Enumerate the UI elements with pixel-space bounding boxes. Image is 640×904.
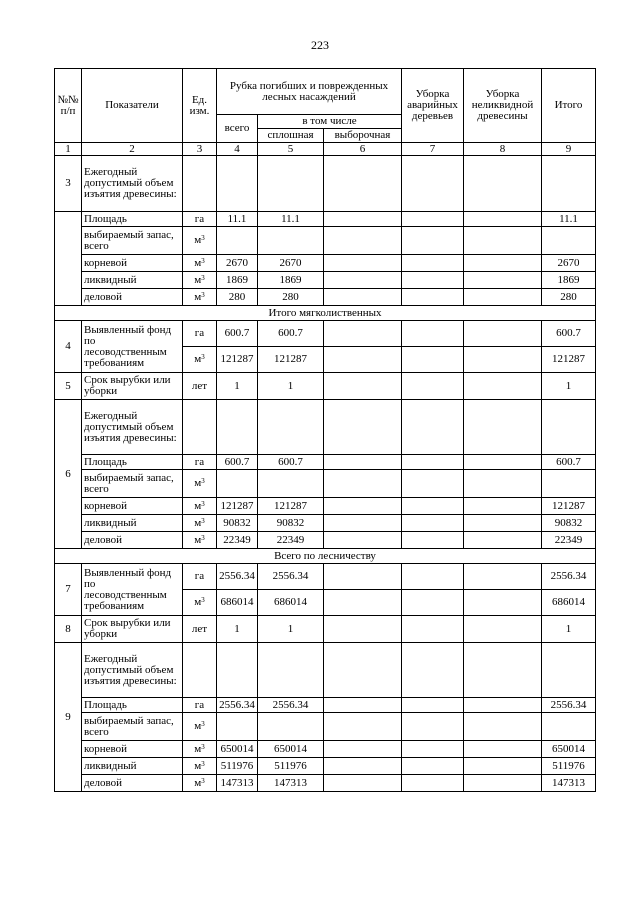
colnum: 8: [464, 143, 542, 156]
cell-total: 121287: [542, 347, 596, 373]
row-label: выбираемый запас, всего: [82, 227, 183, 255]
row-label: корневой: [82, 498, 183, 515]
cell-all: 280: [217, 289, 258, 306]
unit: $м^3$: [183, 255, 217, 272]
cell-clear: 2556.34: [258, 698, 324, 713]
row-label: Площадь: [82, 455, 183, 470]
unit: $м^3$: [183, 470, 217, 498]
cell-all: 1869: [217, 272, 258, 289]
cell-all: 22349: [217, 532, 258, 549]
row-label: корневой: [82, 741, 183, 758]
row-label: Срок вырубки или уборки: [82, 616, 183, 643]
cell-clear: 121287: [258, 498, 324, 515]
cell-all: 90832: [217, 515, 258, 532]
cell-clear: 280: [258, 289, 324, 306]
cell-total: 2556.34: [542, 698, 596, 713]
row-label: деловой: [82, 289, 183, 306]
cell-all: 1: [217, 616, 258, 643]
row-num: 7: [55, 564, 82, 616]
colnum: 2: [82, 143, 183, 156]
cell-clear: 600.7: [258, 321, 324, 347]
cell-total: 1: [542, 616, 596, 643]
cell-all: 600.7: [217, 321, 258, 347]
header-total: Итого: [542, 69, 596, 143]
colnum: 6: [324, 143, 402, 156]
forest-cutting-table: [54, 68, 596, 792]
unit: $м^3$: [183, 289, 217, 306]
unit: $м^3$: [183, 758, 217, 775]
cell-total: 121287: [542, 498, 596, 515]
cell-clear: 11.1: [258, 212, 324, 227]
unit: $м^3$: [183, 272, 217, 289]
row-num: 6: [55, 400, 82, 549]
section-title: Итого мягколиственных: [55, 306, 596, 321]
cell-total: 600.7: [542, 455, 596, 470]
cell-all: 600.7: [217, 455, 258, 470]
cell-clear: 2670: [258, 255, 324, 272]
section-title: Всего по лесничеству: [55, 549, 596, 564]
row-num: 8: [55, 616, 82, 643]
unit: $м^3$: [183, 713, 217, 741]
header-illiquid: Уборка неликвидной древесины: [464, 69, 542, 143]
cell-clear: 600.7: [258, 455, 324, 470]
row-label: Ежегодный допустимый объем изъятия древесины:: [82, 400, 183, 455]
cell-clear: 22349: [258, 532, 324, 549]
cell-clear: 686014: [258, 590, 324, 616]
cell-all: 2556.34: [217, 698, 258, 713]
row-label: выбираемый запас, всего: [82, 713, 183, 741]
cell-clear: 121287: [258, 347, 324, 373]
row-label: деловой: [82, 775, 183, 792]
cell-clear: 147313: [258, 775, 324, 792]
header-total-all: всего: [217, 115, 258, 143]
row-label: Ежегодный допустимый объем изъятия древесины:: [82, 643, 183, 698]
cell-total: 1: [542, 373, 596, 400]
cell-all: 11.1: [217, 212, 258, 227]
header-selective: выборочная: [324, 129, 402, 143]
cell-clear: 1869: [258, 272, 324, 289]
cell-total: 1869: [542, 272, 596, 289]
header-unit: Ед. изм.: [183, 69, 217, 143]
row-label: Выявленный фонд по лесоводственным требованиям: [82, 321, 183, 373]
header-num: №№ п/п: [55, 69, 82, 143]
cell-clear: 2556.34: [258, 564, 324, 590]
row-label: Выявленный фонд по лесоводственным требованиям: [82, 564, 183, 616]
unit: га: [183, 455, 217, 470]
cell-all: 121287: [217, 347, 258, 373]
cell-all: 686014: [217, 590, 258, 616]
row-label: корневой: [82, 255, 183, 272]
row-label: выбираемый запас, всего: [82, 470, 183, 498]
unit: лет: [183, 373, 217, 400]
row-label: Площадь: [82, 698, 183, 713]
unit: $м^3$: [183, 741, 217, 758]
cell-clear: 90832: [258, 515, 324, 532]
row-label: деловой: [82, 532, 183, 549]
colnum: 4: [217, 143, 258, 156]
cell-total: 11.1: [542, 212, 596, 227]
unit: $м^3$: [183, 347, 217, 373]
cell-all: 511976: [217, 758, 258, 775]
colnum: 3: [183, 143, 217, 156]
unit: лет: [183, 616, 217, 643]
row-label: Срок вырубки или уборки: [82, 373, 183, 400]
header-clear: сплошная: [258, 129, 324, 143]
unit: га: [183, 698, 217, 713]
cell-total: 280: [542, 289, 596, 306]
row-num: 3: [55, 156, 82, 212]
unit: га: [183, 321, 217, 347]
header-cutting: Рубка погибших и поврежденных лесных насаждений: [217, 69, 402, 115]
cell-all: 121287: [217, 498, 258, 515]
row-label: ликвидный: [82, 272, 183, 289]
row-label: Ежегодный допустимый объем изъятия древесины:: [82, 156, 183, 212]
header-emergency: Уборка аварийных деревьев: [402, 69, 464, 143]
page-number: 223: [311, 38, 329, 52]
cell-total: 22349: [542, 532, 596, 549]
cell-total: 511976: [542, 758, 596, 775]
cell-clear: 1: [258, 373, 324, 400]
cell-total: 686014: [542, 590, 596, 616]
colnum: 5: [258, 143, 324, 156]
unit: $м^3$: [183, 227, 217, 255]
cell-total: 2670: [542, 255, 596, 272]
unit: га: [183, 564, 217, 590]
cell-clear: 650014: [258, 741, 324, 758]
cell-total: 147313: [542, 775, 596, 792]
unit: $м^3$: [183, 532, 217, 549]
row-num: 4: [55, 321, 82, 373]
unit: $м^3$: [183, 515, 217, 532]
row-label: ликвидный: [82, 515, 183, 532]
colnum: 9: [542, 143, 596, 156]
unit: га: [183, 212, 217, 227]
unit: $м^3$: [183, 498, 217, 515]
cell-total: 90832: [542, 515, 596, 532]
colnum: 7: [402, 143, 464, 156]
cell-all: 650014: [217, 741, 258, 758]
cell-total: 2556.34: [542, 564, 596, 590]
row-label: ликвидный: [82, 758, 183, 775]
row-num: 5: [55, 373, 82, 400]
header-indicator: Показатели: [82, 69, 183, 143]
colnum: 1: [55, 143, 82, 156]
cell-all: 1: [217, 373, 258, 400]
row-num: 9: [55, 643, 82, 792]
cell-all: 147313: [217, 775, 258, 792]
unit: $м^3$: [183, 590, 217, 616]
cell-all: 2556.34: [217, 564, 258, 590]
cell-all: 2670: [217, 255, 258, 272]
header-including: в том числе: [258, 115, 402, 129]
cell-clear: 511976: [258, 758, 324, 775]
cell-total: 600.7: [542, 321, 596, 347]
unit: $м^3$: [183, 775, 217, 792]
row-label: Площадь: [82, 212, 183, 227]
cell-total: 650014: [542, 741, 596, 758]
cell-clear: 1: [258, 616, 324, 643]
